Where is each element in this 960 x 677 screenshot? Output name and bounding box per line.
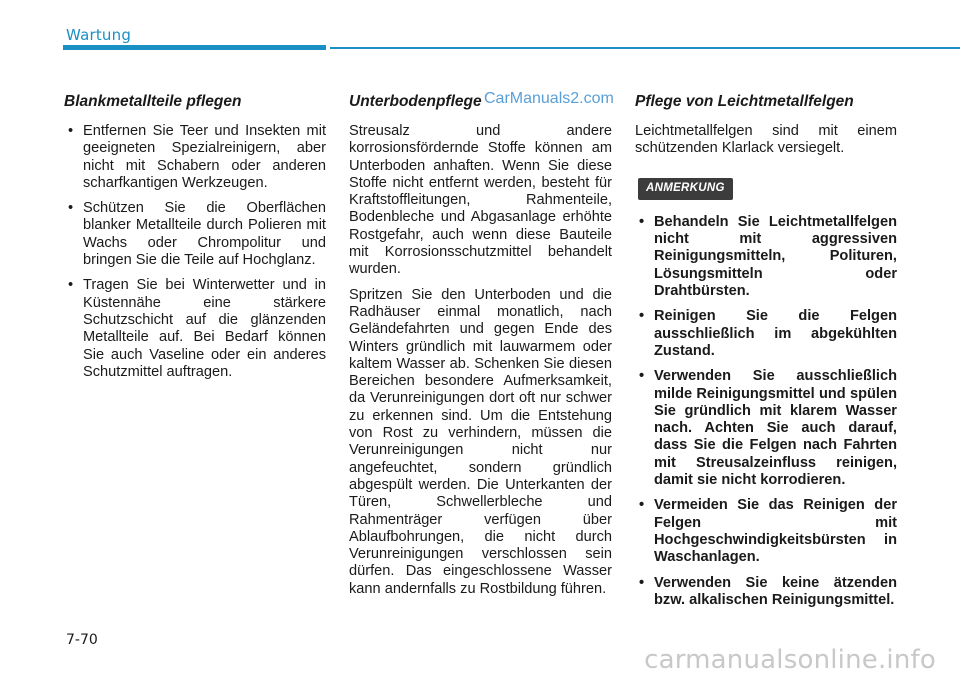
list-item: • Schützen Sie die Oberflächen blanker Metallteile durch Polieren mit Wachs oder Chrompolitur und bringen Sie die Teile auf Hochglanz. xyxy=(64,200,326,269)
intro-paragraph: Leichtmetallfelgen sind mit einem schützenden Klarlack versiegelt. xyxy=(635,123,897,157)
list-item: • Tragen Sie bei Winterwetter und in Küstennähe eine stärkere Schutzschicht auf die glänzenden Metallteile auf. Bei Bedarf können Sie auch Vaseline oder ein anderes Schutzmittel auftragen. xyxy=(64,277,326,381)
column-blankmetallteile xyxy=(64,93,326,389)
list-item: • Verwenden Sie keine ätzenden bzw. alkalischen Reinigungsmittel. xyxy=(635,575,897,610)
paragraph: Streusalz und andere korrosionsfördernde Stoffe können am Unterboden anhaften. Wenn Sie diese Stoffe nicht entfernt werden, besteht für Kraftstoffleitungen, Rahmenteile, Bodenbleche und Abgasanlage erhöhte Rostgefahr, auch wenn diese Bauteile mit Korrosionsschutzmittel behandelt wurden. xyxy=(349,123,612,278)
list-leichtmetallfelgen xyxy=(635,214,897,609)
header-rule-thick xyxy=(63,45,326,50)
list-item: • Behandeln Sie Leichtmetallfelgen nicht mit aggressiven Reinigungsmitteln, Polituren, Lösungsmitteln oder Drahtbürsten. xyxy=(635,214,897,300)
heading-unterbodenpflege: Unterbodenpflege xyxy=(349,93,482,110)
list-item: • Vermeiden Sie das Reinigen der Felgen mit Hochgeschwindigkeitsbürsten in Waschanlagen. xyxy=(635,497,897,566)
heading-leichtmetallfelgen: Pflege von Leichtmetallfelgen xyxy=(635,93,854,110)
list-item: • Verwenden Sie ausschließlich milde Reinigungsmittel und spülen Sie gründlich mit klarem Wasser nach. Achten Sie auch darauf, dass Sie die Felgen nach Fahrten mit Streusalzeinfluss reinigen, damit sie nicht korrodieren. xyxy=(635,368,897,489)
note-badge: ANMERKUNG xyxy=(638,178,733,200)
heading-unterbodenpflege-wrap xyxy=(349,90,614,111)
section-title: Wartung xyxy=(66,26,132,44)
page-number: 7-70 xyxy=(66,632,98,648)
footer-watermark: carmanualsonline.info xyxy=(644,645,936,675)
list-item: • Entfernen Sie Teer und Insekten mit geeigneten Spezialreinigern, aber nicht mit Schabern oder anderen scharfkantigen Werkzeugen. xyxy=(64,123,326,192)
column-leichtmetallfelgen xyxy=(635,93,897,617)
watermark-link[interactable]: CarManuals2.com xyxy=(484,90,614,107)
column-unterbodenpflege xyxy=(349,90,614,606)
paragraph: Spritzen Sie den Unterboden und die Radhäuser einmal monatlich, nach Geländefahrten und gegen Ende des Winters gründlich mit lauwarmem oder kaltem Wasser ab. Schenken Sie diesen Bereichen besondere Aufmerksamkeit, da Verunreinigungen dort oft nur schwer zu erkennen sind. Um die Entstehung von Rost zu verhindern, müssen die Verunreinigungen nicht nur angefeuchtet, sondern gründlich abgespült werden. Die Unterkanten der Türen, Schwellerbleche und Rahmenträger verfügen über Ablaufbohrungen, die nicht durch Verunreinigungen verschlossen sein dürfen. Das eingeschlossene Wasser kann andernfalls zu Rostbildung führen. xyxy=(349,286,612,597)
list-blankmetallteile xyxy=(64,123,326,381)
list-item: • Reinigen Sie die Felgen ausschließlich im abgekühlten Zustand. xyxy=(635,308,897,360)
header-rule-thin xyxy=(330,47,960,49)
heading-blankmetallteile: Blankmetallteile pflegen xyxy=(64,93,242,110)
